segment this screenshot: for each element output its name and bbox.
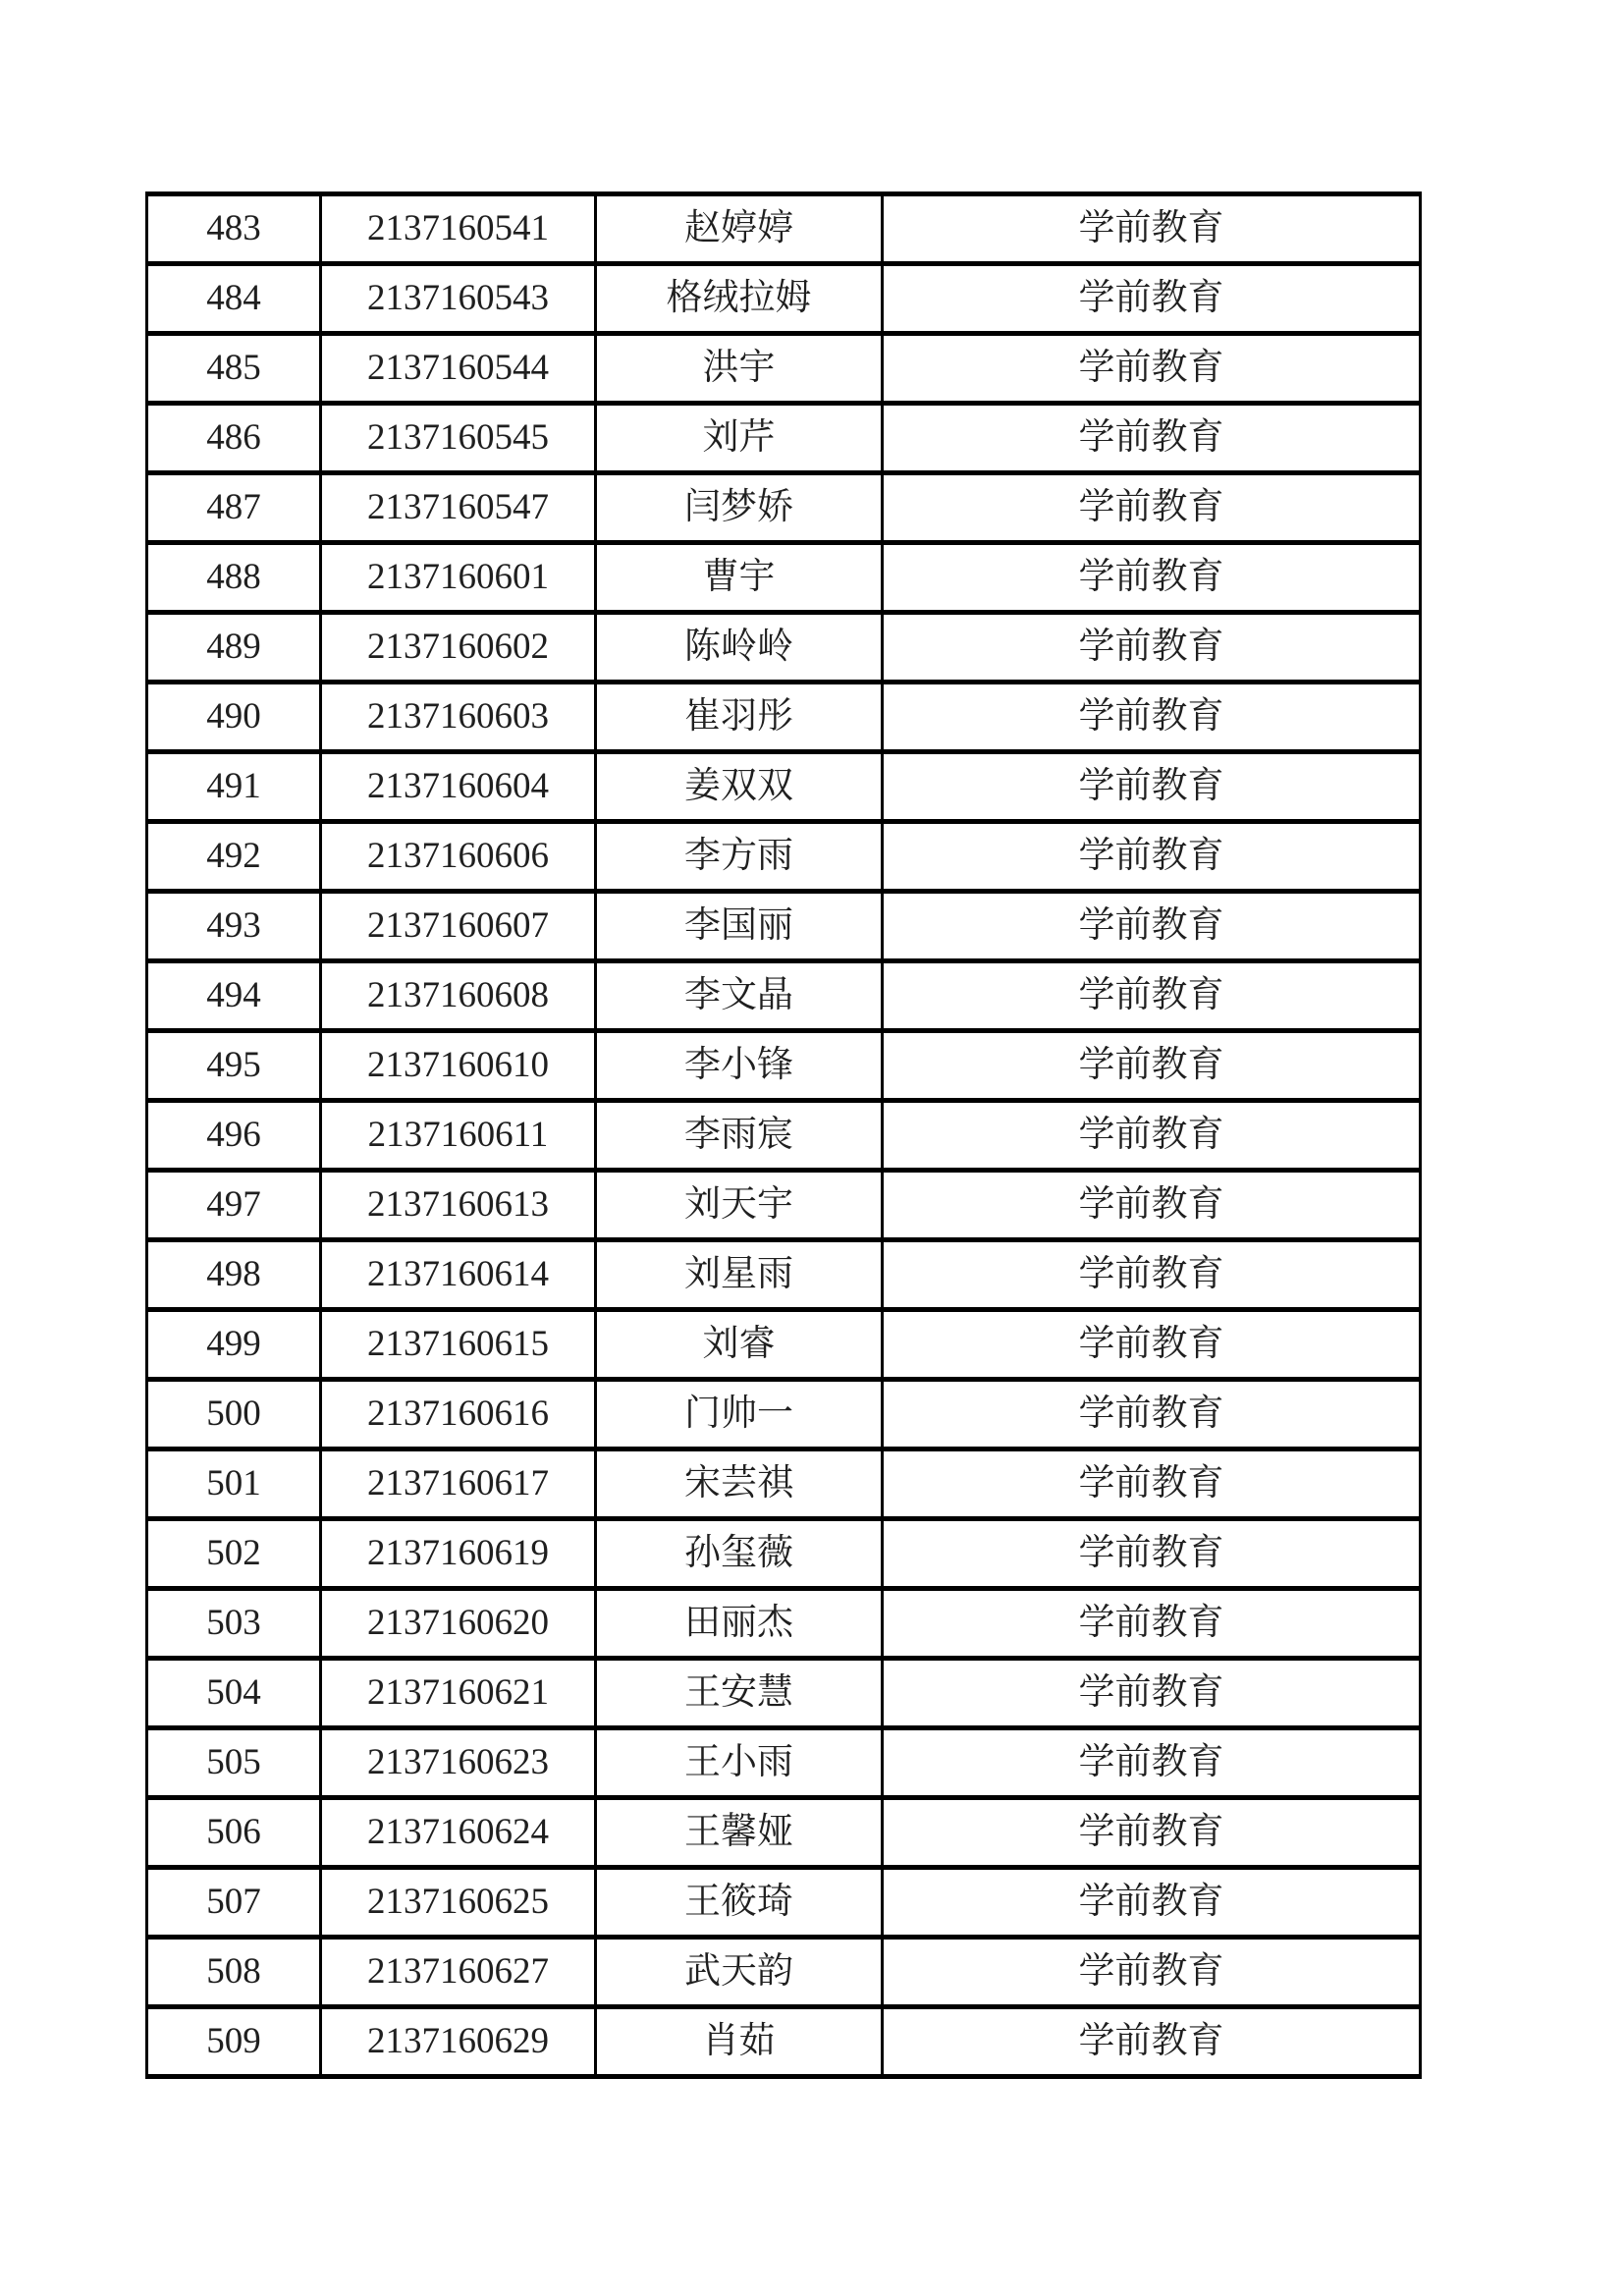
cell-student-id: 2137160624 <box>321 1798 596 1868</box>
table-row <box>147 1589 1421 1659</box>
cell-student-id: 2137160545 <box>321 404 596 473</box>
cell-student-name: 王安慧 <box>596 1659 883 1728</box>
cell-serial-number: 509 <box>147 2007 321 2077</box>
cell-serial-number: 486 <box>147 404 321 473</box>
cell-student-name: 武天韵 <box>596 1938 883 2007</box>
cell-student-id: 2137160623 <box>321 1728 596 1798</box>
cell-major: 学前教育 <box>883 473 1421 543</box>
table-row <box>147 334 1421 404</box>
cell-major: 学前教育 <box>883 1659 1421 1728</box>
cell-serial-number: 490 <box>147 683 321 752</box>
cell-student-name: 李雨宸 <box>596 1101 883 1171</box>
cell-serial-number: 498 <box>147 1240 321 1310</box>
table-row <box>147 1659 1421 1728</box>
table-row <box>147 543 1421 613</box>
cell-student-name: 刘芹 <box>596 404 883 473</box>
table-row <box>147 1310 1421 1380</box>
cell-student-name: 闫梦娇 <box>596 473 883 543</box>
table-row <box>147 194 1421 264</box>
table-row <box>147 1938 1421 2007</box>
cell-major: 学前教育 <box>883 822 1421 892</box>
table-row <box>147 822 1421 892</box>
cell-major: 学前教育 <box>883 1171 1421 1240</box>
cell-serial-number: 495 <box>147 1031 321 1101</box>
cell-student-name: 格绒拉姆 <box>596 264 883 334</box>
cell-student-name: 王小雨 <box>596 1728 883 1798</box>
table-row <box>147 961 1421 1031</box>
cell-serial-number: 502 <box>147 1519 321 1589</box>
cell-serial-number: 496 <box>147 1101 321 1171</box>
table-row <box>147 264 1421 334</box>
table-row <box>147 1240 1421 1310</box>
cell-student-id: 2137160608 <box>321 961 596 1031</box>
table-row <box>147 404 1421 473</box>
cell-student-id: 2137160625 <box>321 1868 596 1938</box>
cell-major: 学前教育 <box>883 1310 1421 1380</box>
cell-student-name: 孙玺薇 <box>596 1519 883 1589</box>
table-body <box>147 194 1421 2077</box>
cell-student-name: 刘睿 <box>596 1310 883 1380</box>
cell-major: 学前教育 <box>883 264 1421 334</box>
cell-student-name: 李国丽 <box>596 892 883 961</box>
table-row <box>147 752 1421 822</box>
cell-student-name: 王馨娅 <box>596 1798 883 1868</box>
cell-serial-number: 492 <box>147 822 321 892</box>
cell-serial-number: 504 <box>147 1659 321 1728</box>
cell-serial-number: 505 <box>147 1728 321 1798</box>
cell-student-id: 2137160616 <box>321 1380 596 1449</box>
table-row <box>147 1171 1421 1240</box>
cell-major: 学前教育 <box>883 2007 1421 2077</box>
cell-major: 学前教育 <box>883 334 1421 404</box>
cell-major: 学前教育 <box>883 404 1421 473</box>
cell-major: 学前教育 <box>883 1589 1421 1659</box>
cell-serial-number: 485 <box>147 334 321 404</box>
cell-student-name: 李文晶 <box>596 961 883 1031</box>
table-row <box>147 1031 1421 1101</box>
cell-serial-number: 483 <box>147 194 321 264</box>
cell-major: 学前教育 <box>883 1240 1421 1310</box>
table-row <box>147 892 1421 961</box>
cell-serial-number: 493 <box>147 892 321 961</box>
cell-major: 学前教育 <box>883 752 1421 822</box>
cell-student-name: 王筱琦 <box>596 1868 883 1938</box>
cell-major: 学前教育 <box>883 613 1421 683</box>
student-roster-table <box>145 191 1422 2079</box>
cell-student-id: 2137160614 <box>321 1240 596 1310</box>
cell-serial-number: 487 <box>147 473 321 543</box>
table-row <box>147 2007 1421 2077</box>
cell-student-name: 肖茹 <box>596 2007 883 2077</box>
cell-student-id: 2137160602 <box>321 613 596 683</box>
cell-major: 学前教育 <box>883 1101 1421 1171</box>
cell-student-id: 2137160627 <box>321 1938 596 2007</box>
cell-serial-number: 491 <box>147 752 321 822</box>
cell-student-name: 曹宇 <box>596 543 883 613</box>
cell-serial-number: 501 <box>147 1449 321 1519</box>
table-row <box>147 613 1421 683</box>
cell-serial-number: 488 <box>147 543 321 613</box>
cell-student-id: 2137160607 <box>321 892 596 961</box>
table-row <box>147 1798 1421 1868</box>
table-row <box>147 1728 1421 1798</box>
cell-student-id: 2137160541 <box>321 194 596 264</box>
cell-student-id: 2137160615 <box>321 1310 596 1380</box>
cell-student-name: 刘星雨 <box>596 1240 883 1310</box>
cell-serial-number: 499 <box>147 1310 321 1380</box>
cell-student-name: 赵婷婷 <box>596 194 883 264</box>
cell-major: 学前教育 <box>883 1798 1421 1868</box>
cell-serial-number: 507 <box>147 1868 321 1938</box>
cell-major: 学前教育 <box>883 683 1421 752</box>
cell-student-id: 2137160601 <box>321 543 596 613</box>
cell-major: 学前教育 <box>883 1728 1421 1798</box>
cell-student-name: 刘天宇 <box>596 1171 883 1240</box>
cell-serial-number: 494 <box>147 961 321 1031</box>
cell-student-name: 李小锋 <box>596 1031 883 1101</box>
cell-student-id: 2137160543 <box>321 264 596 334</box>
cell-major: 学前教育 <box>883 1519 1421 1589</box>
cell-serial-number: 500 <box>147 1380 321 1449</box>
cell-serial-number: 508 <box>147 1938 321 2007</box>
table-row <box>147 1868 1421 1938</box>
cell-student-name: 崔羽彤 <box>596 683 883 752</box>
cell-major: 学前教育 <box>883 961 1421 1031</box>
cell-major: 学前教育 <box>883 194 1421 264</box>
cell-major: 学前教育 <box>883 1380 1421 1449</box>
cell-major: 学前教育 <box>883 1031 1421 1101</box>
cell-student-name: 门帅一 <box>596 1380 883 1449</box>
cell-student-id: 2137160629 <box>321 2007 596 2077</box>
table-row <box>147 1101 1421 1171</box>
table-row <box>147 1449 1421 1519</box>
table-row <box>147 683 1421 752</box>
cell-serial-number: 506 <box>147 1798 321 1868</box>
cell-student-name: 李方雨 <box>596 822 883 892</box>
cell-student-id: 2137160604 <box>321 752 596 822</box>
cell-student-id: 2137160613 <box>321 1171 596 1240</box>
cell-serial-number: 503 <box>147 1589 321 1659</box>
cell-student-id: 2137160619 <box>321 1519 596 1589</box>
table-row <box>147 1380 1421 1449</box>
cell-student-id: 2137160611 <box>321 1101 596 1171</box>
cell-major: 学前教育 <box>883 892 1421 961</box>
cell-student-name: 洪宇 <box>596 334 883 404</box>
cell-student-id: 2137160544 <box>321 334 596 404</box>
table-row <box>147 1519 1421 1589</box>
cell-student-id: 2137160547 <box>321 473 596 543</box>
table-row <box>147 473 1421 543</box>
cell-student-id: 2137160617 <box>321 1449 596 1519</box>
cell-major: 学前教育 <box>883 1938 1421 2007</box>
cell-student-name: 姜双双 <box>596 752 883 822</box>
cell-student-id: 2137160603 <box>321 683 596 752</box>
cell-student-id: 2137160606 <box>321 822 596 892</box>
cell-student-name: 田丽杰 <box>596 1589 883 1659</box>
cell-student-name: 陈岭岭 <box>596 613 883 683</box>
cell-major: 学前教育 <box>883 1868 1421 1938</box>
cell-student-id: 2137160620 <box>321 1589 596 1659</box>
cell-major: 学前教育 <box>883 1449 1421 1519</box>
cell-student-name: 宋芸祺 <box>596 1449 883 1519</box>
cell-serial-number: 489 <box>147 613 321 683</box>
cell-student-id: 2137160621 <box>321 1659 596 1728</box>
cell-serial-number: 484 <box>147 264 321 334</box>
cell-serial-number: 497 <box>147 1171 321 1240</box>
cell-major: 学前教育 <box>883 543 1421 613</box>
cell-student-id: 2137160610 <box>321 1031 596 1101</box>
